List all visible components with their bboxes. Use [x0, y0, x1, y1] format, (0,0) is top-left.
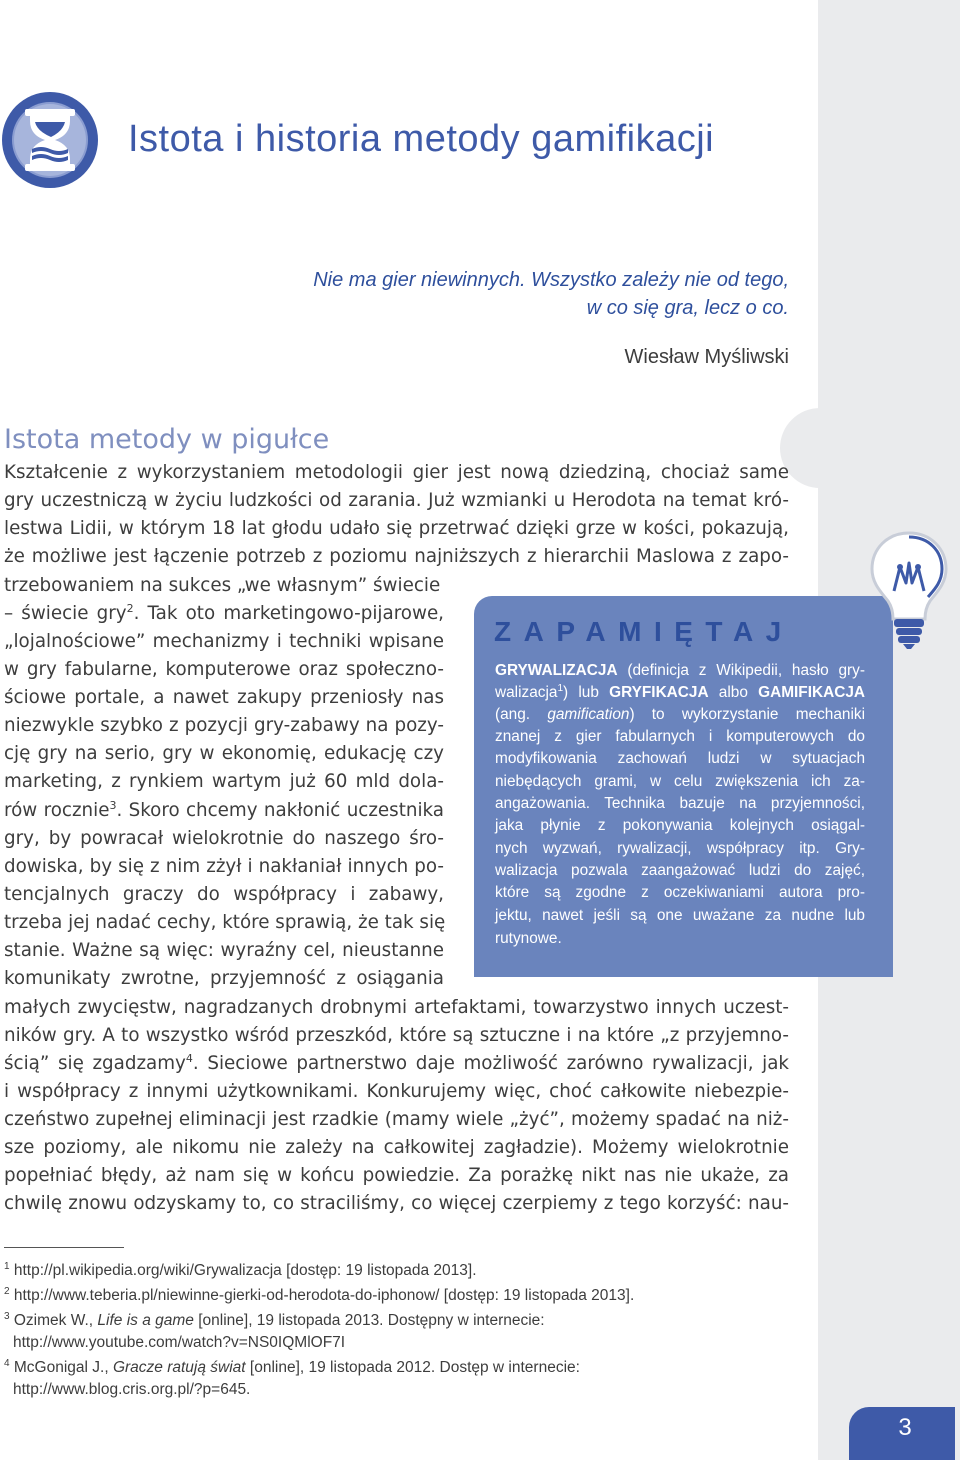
box-line: jaka płynie z pokonywania kolejnych osiągal- — [495, 817, 865, 834]
body-line: małych zwycięstw, nagradzanych drobnymi artefaktami, towarzystwo innych uczest- — [4, 997, 789, 1018]
body-line: lestwa Lidii, w którym 18 lat głodu udało się przetrwać dzięki grze w kości, pokazują, — [4, 518, 789, 539]
box-line: które są zgodne z oczekiwaniami autora pro- — [495, 884, 865, 901]
body-line: ściowe portale, a nawet zakupy przeniosły nas — [4, 687, 444, 708]
body-line: i współpracy z innymi użytkownikami. Konkurujemy więc, choć całkowite niebezpie- — [4, 1081, 789, 1102]
body-line: czeństwo zupełnej eliminacji jest rzadkie (mamy wiele „żyć”, możemy spadać na niż- — [4, 1109, 789, 1130]
body-line: stanie. Ważne są więc: wyraźny cel, nieustanne — [4, 940, 444, 961]
section-heading: Istota metody w pigułce — [4, 424, 330, 455]
box-line: rutynowe. — [495, 930, 562, 947]
footnote-rule — [4, 1247, 124, 1248]
box-line: nych wyzwań, rywalizacji, współpracy itp. Gry- — [495, 840, 865, 857]
body-line: w gry fabularne, komputerowe oraz społeczno- — [4, 659, 444, 680]
box-line: walizacja$^1$) lub GRYFIKACJA albo GAMIFIKACJA — [495, 683, 866, 701]
footnote-ref: 3 — [109, 799, 117, 812]
box-line: GRYWALIZACJA (definicja z Wikipedii, hasło gry- — [495, 662, 865, 679]
box-line: (ang. gamification) to wykorzystanie mechaniki — [495, 706, 866, 723]
body-line: Kształcenie z wykorzystaniem metodologii gier jest nową dziedziną, chociaż same — [4, 462, 789, 483]
footnote-ref: 4 — [185, 1052, 193, 1065]
remember-box — [474, 596, 893, 977]
body-line: sze poziomy, ale nikomu nie zależy na całkowitej zagładzie). Możemy wielokrotnie — [4, 1137, 789, 1158]
body-line: że możliwe jest łączenie potrzeb z poziomu najniższych z hierarchii Maslowa z zapo- — [4, 546, 789, 567]
body-line: chwilę znowu odzyskamy to, co straciliśmy, co więcej czerpiemy z tego korzyść: nau- — [4, 1193, 789, 1214]
body-line: trzebowaniem na sukces „we własnym” świecie — [4, 575, 441, 596]
hourglass-icon — [1, 91, 99, 189]
epigraph — [229, 266, 789, 322]
box-line: walizacja pozwala zaangażować ludzi do zajęć, — [495, 862, 865, 879]
body-line: cję gry na serio, gry w ekonomię, edukację czy — [4, 743, 444, 764]
footnote: $^1$ http://pl.wikipedia.org/wiki/Grywalizacja [dostęp: 19 listopada 2013]. — [4, 1261, 477, 1279]
footnote-link[interactable]: http://www.blog.cris.org.pl/?p=645. — [13, 1381, 251, 1398]
body-line: – świecie gry$^2$. Tak oto marketingowo-pijarowe, — [4, 602, 444, 624]
body-line: komunikaty zwrotne, przyjemność z osiągania — [4, 968, 444, 989]
body-line: tencjalnych graczy do współpracy i zabawy, — [4, 884, 444, 905]
footnote-link[interactable]: http://www.youtube.com/watch?v=NS0IQMlOF7I — [13, 1334, 346, 1351]
epigraph-line: w co się gra, lecz o co. — [586, 297, 789, 319]
body-line: popełniać błędy, aż nam się w końcu powiedzie. Za porażkę nikt nas nie ukaże, za — [4, 1165, 789, 1186]
body-line: marketing, z rynkiem wartym już 60 mld dola- — [4, 771, 444, 792]
body-line: dowiska, by się z nim zżył i nakłaniał innych po- — [4, 856, 444, 877]
box-line: znanej z gier fabularnych i komputerowych do — [495, 728, 865, 745]
chapter-title: Istota i historia metody gamifikacji — [128, 118, 715, 160]
box-line: modyfikowania zachowań ludzi w sytuacjach — [495, 750, 865, 767]
footnote: $^2$ http://www.teberia.pl/niewinne-gierki-od-herodota-do-iphonow/ [dostęp: 19 listopada 2013]. — [4, 1286, 635, 1304]
body-line: ścią” się zgadzamy$^4$. Sieciowe partnerstwo daje możliwość zarówno rywalizacji, jak — [4, 1052, 790, 1074]
side-margin-tab — [780, 408, 860, 488]
body-line: niezwykle szybko z pozycji gry-zabawy na pozy- — [4, 715, 444, 736]
body-line: gry uczestniczą w życiu ludzkości od zarania. Już wzmianki u Herodota na temat kró- — [4, 490, 789, 511]
box-line: niebędących grami, w celu zwiększenia ich za- — [495, 773, 865, 790]
lightbulb-icon — [866, 527, 952, 651]
epigraph-line: Nie ma gier niewinnych. Wszystko zależy nie od tego, — [313, 269, 789, 291]
body-line: rów rocznie$^3$. Skoro chcemy nakłonić uczestnika — [4, 799, 444, 821]
footnote-ref: 2 — [126, 602, 134, 615]
body-line: „lojalnościowe” mechanizmy i techniki wpisane — [4, 631, 444, 652]
remember-box-title: ZAPAMIĘTAJ — [494, 616, 794, 647]
box-line: angażowania. Technika bazuje na przyjemności, — [495, 795, 865, 812]
body-line: trzeba jej nadać cechy, które sprawią, że tak się — [4, 912, 446, 933]
epigraph-author: Wiesław Myśliwski — [624, 346, 789, 368]
page-number: 3 — [898, 1414, 912, 1441]
footnote: $^3$ Ozimek W., Life is a game [online], 19 listopada 2013. Dostępny w internecie: — [4, 1311, 545, 1329]
footnote: $^4$ McGonigal J., Gracze ratują świat [online], 19 listopada 2012. Dostęp w internecie: — [4, 1358, 580, 1376]
box-line: jektu, nawet jeśli są one uważane za nudne lub — [495, 907, 865, 924]
footnote-ref: 1 — [557, 683, 564, 694]
body-line: ników gry. A to wszystko wśród przeszkód, które są sztuczne i na które „z przyjemno- — [4, 1025, 789, 1046]
body-line: gry, by powracał wielokrotnie do naszego śro- — [4, 828, 444, 849]
